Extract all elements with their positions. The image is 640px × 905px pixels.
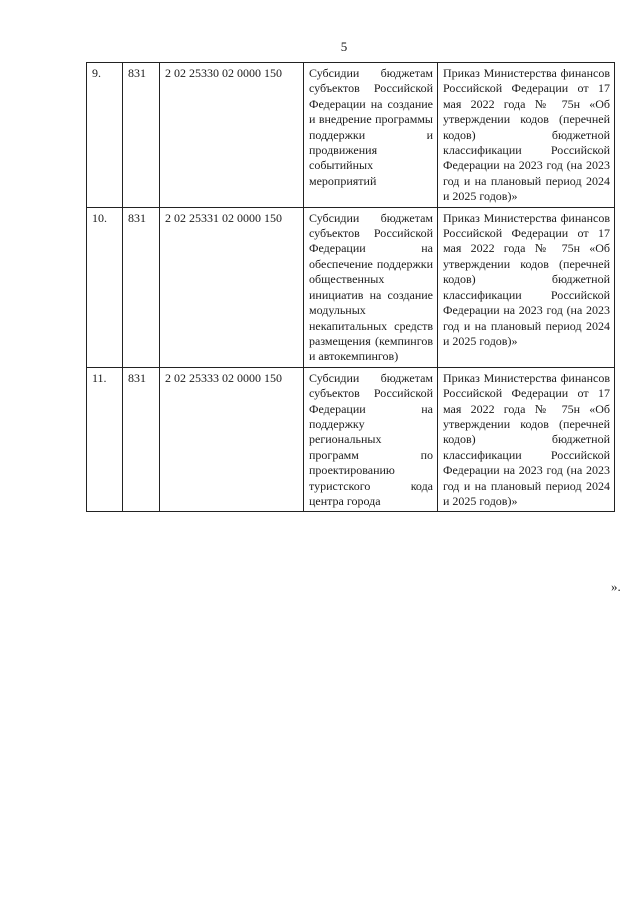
row-number-cell: 10. [87, 207, 123, 367]
income-name-cell: Субсидии бюджетам субъектов Российской Федерации на поддержку региональных программ по проектированию туристского кода центра города [304, 367, 438, 512]
budget-classification-code-cell: 2 02 25333 02 0000 150 [160, 367, 304, 512]
table-row [87, 63, 615, 208]
legal-basis-cell: Приказ Министерства финансов Российской Федерации от 17 мая 2022 года № 75н «Об утверждении кодов (перечней кодов) бюджетной классификации Российской Федерации на 2023 год (на 2023 год и на плановый период 2024 и 2025 годов)» [438, 63, 615, 208]
legal-basis-cell: Приказ Министерства финансов Российской Федерации от 17 мая 2022 года № 75н «Об утверждении кодов (перечней кодов) бюджетной классификации Российской Федерации на 2023 год (на 2023 год и на плановый период 2024 и 2025 годов)» [438, 207, 615, 367]
table-row [87, 207, 615, 367]
budget-classification-code-cell: 2 02 25331 02 0000 150 [160, 207, 304, 367]
admin-code-cell: 831 [123, 207, 160, 367]
table-row [87, 367, 615, 512]
income-name-cell: Субсидии бюджетам субъектов Российской Федерации на обеспечение поддержки общественных инициатив на создание модульных некапитальных средств размещения (кемпингов и автокемпингов) [304, 207, 438, 367]
admin-code-cell: 831 [123, 367, 160, 512]
income-name-cell: Субсидии бюджетам субъектов Российской Федерации на создание и внедрение программы поддержки и продвижения событийных мероприятий [304, 63, 438, 208]
admin-code-cell: 831 [123, 63, 160, 208]
row-number-cell: 11. [87, 367, 123, 512]
legal-basis-cell: Приказ Министерства финансов Российской Федерации от 17 мая 2022 года № 75н «Об утверждении кодов (перечней кодов) бюджетной классификации Российской Федерации на 2023 год (на 2023 год и на плановый период 2024 и 2025 годов)» [438, 367, 615, 512]
closing-quote-mark: ». [611, 579, 621, 594]
budget-codes-table [86, 62, 615, 512]
budget-classification-code-cell: 2 02 25330 02 0000 150 [160, 63, 304, 208]
page-number: 5 [340, 39, 348, 54]
row-number-cell: 9. [87, 63, 123, 208]
